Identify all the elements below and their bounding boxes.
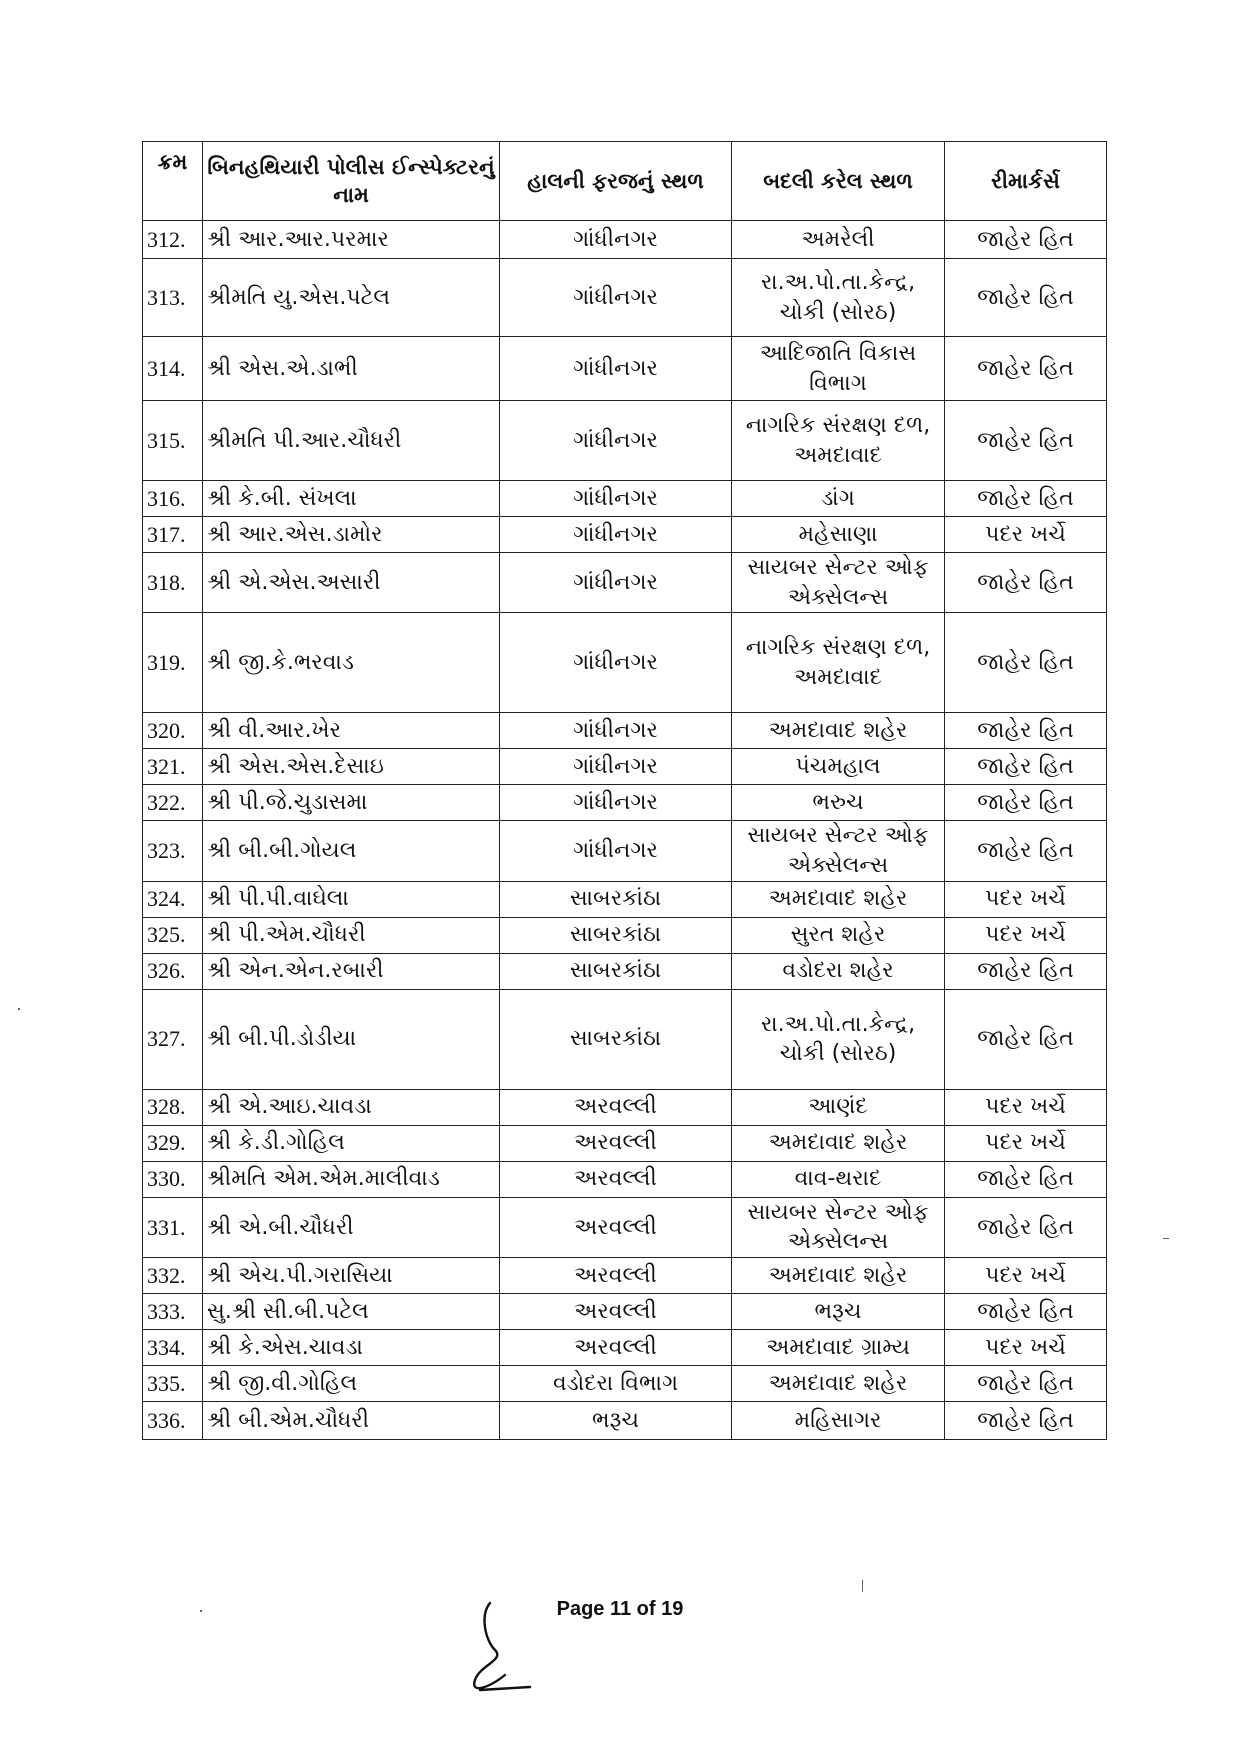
current-posting-cell: ગાંધીનગર: [500, 221, 732, 259]
transfer-location-cell: નાગરિક સંરક્ષણ દળ, અમદાવાદ: [732, 401, 945, 481]
transfer-location-cell: નાગરિક સંરક્ષણ દળ, અમદાવાદ: [732, 613, 945, 713]
current-posting-cell: ભરૂચ: [500, 1402, 732, 1440]
remarks-cell: જાહેર હિત: [945, 749, 1107, 785]
remarks-cell: જાહેર હિત: [945, 337, 1107, 401]
serial-no-cell: 317.: [143, 517, 203, 553]
remarks-cell: પદર ખર્ચે: [945, 517, 1107, 553]
remarks-cell: પદર ખર્ચે: [945, 1330, 1107, 1366]
remarks-cell: જાહેર હિત: [945, 1161, 1107, 1197]
table-row: [143, 481, 1107, 517]
remarks-cell: જાહેર હિત: [945, 613, 1107, 713]
transfer-location-cell: અમદાવાદ ગ્રામ્ય: [732, 1330, 945, 1366]
serial-no-cell: 334.: [143, 1330, 203, 1366]
header-remarks: રીમાર્કર્સ: [945, 142, 1107, 221]
transfer-location-cell: આણંદ: [732, 1089, 945, 1125]
serial-no-cell: 326.: [143, 953, 203, 989]
serial-no-cell: 319.: [143, 613, 203, 713]
scan-speck: [862, 1580, 863, 1592]
remarks-cell: પદર ખર્ચે: [945, 1125, 1107, 1161]
current-posting-cell: ગાંધીનગર: [500, 785, 732, 821]
header-row: [143, 142, 1107, 221]
remarks-cell: જાહેર હિત: [945, 553, 1107, 613]
table-row: [143, 613, 1107, 713]
transfer-location-cell: અમદાવાદ શહેર: [732, 1366, 945, 1402]
inspector-name-cell: શ્રી બી.બી.ગોયલ: [203, 821, 500, 881]
table-row: [143, 517, 1107, 553]
inspector-name-cell: શ્રીમતિ યુ.એસ.પટેલ: [203, 259, 500, 337]
remarks-cell: જાહેર હિત: [945, 1402, 1107, 1440]
table-row: [143, 1089, 1107, 1125]
table-row: [143, 989, 1107, 1089]
remarks-cell: જાહેર હિત: [945, 1294, 1107, 1330]
transfer-location-cell: ડાંગ: [732, 481, 945, 517]
transfer-location-cell: મહિસાગર: [732, 1402, 945, 1440]
current-posting-cell: ગાંધીનગર: [500, 517, 732, 553]
current-posting-cell: ગાંધીનગર: [500, 553, 732, 613]
inspector-name-cell: શ્રી કે.એસ.ચાવડા: [203, 1330, 500, 1366]
inspector-name-cell: શ્રીમતિ પી.આર.ચૌધરી: [203, 401, 500, 481]
serial-no-cell: 331.: [143, 1197, 203, 1257]
transfer-location-cell: રા.અ.પો.તા.કેન્દ્ર, ચોકી (સોરઠ): [732, 259, 945, 337]
page-number: Page 11 of 19: [556, 1598, 684, 1620]
transfer-location-cell: રા.અ.પો.તા.કેન્દ્ર, ચોકી (સોરઠ): [732, 989, 945, 1089]
current-posting-cell: સાબરકાંઠા: [500, 881, 732, 917]
inspector-name-cell: શ્રી એચ.પી.ગરાસિયા: [203, 1258, 500, 1294]
serial-no-cell: 321.: [143, 749, 203, 785]
current-posting-cell: ગાંધીનગર: [500, 259, 732, 337]
current-posting-cell: અરવલ્લી: [500, 1089, 732, 1125]
remarks-cell: જાહેર હિત: [945, 481, 1107, 517]
transfer-location-cell: વાવ-થરાદ: [732, 1161, 945, 1197]
current-posting-cell: સાબરકાંઠા: [500, 917, 732, 953]
transfer-location-cell: અમદાવાદ શહેર: [732, 881, 945, 917]
inspector-name-cell: શ્રી એ.બી.ચૌધરી: [203, 1197, 500, 1257]
current-posting-cell: અરવલ્લી: [500, 1161, 732, 1197]
inspector-name-cell: શ્રી એ.એસ.અસારી: [203, 553, 500, 613]
table-row: [143, 259, 1107, 337]
current-posting-cell: અરવલ્લી: [500, 1258, 732, 1294]
current-posting-cell: ગાંધીનગર: [500, 481, 732, 517]
header-inspector-name: બિનહથિયારી પોલીસ ઈન્સ્પેક્ટરનું નામ: [203, 142, 500, 221]
table-row: [143, 221, 1107, 259]
table-row: [143, 749, 1107, 785]
transfer-location-cell: અમદાવાદ શહેર: [732, 713, 945, 749]
transfer-location-cell: સાયબર સેન્ટર ઓફ એક્સેલન્સ: [732, 821, 945, 881]
transfer-location-cell: સાયબર સેન્ટર ઓફ એક્સેલન્સ: [732, 1197, 945, 1257]
transfer-location-cell: અમદાવાદ શહેર: [732, 1125, 945, 1161]
inspector-name-cell: શ્રી એન.એન.રબારી: [203, 953, 500, 989]
inspector-name-cell: શ્રી જી.વી.ગોહિલ: [203, 1366, 500, 1402]
serial-no-cell: 315.: [143, 401, 203, 481]
table-row: [143, 1258, 1107, 1294]
serial-no-cell: 312.: [143, 221, 203, 259]
current-posting-cell: ગાંધીનગર: [500, 749, 732, 785]
serial-no-cell: 318.: [143, 553, 203, 613]
inspector-name-cell: શ્રી આર.એસ.ડામોર: [203, 517, 500, 553]
serial-no-cell: 328.: [143, 1089, 203, 1125]
table-row: [143, 1294, 1107, 1330]
header-serial-no: ક્રમ: [143, 142, 203, 221]
current-posting-cell: ગાંધીનગર: [500, 713, 732, 749]
remarks-cell: જાહેર હિત: [945, 953, 1107, 989]
serial-no-cell: 314.: [143, 337, 203, 401]
serial-no-cell: 335.: [143, 1366, 203, 1402]
table-row: [143, 713, 1107, 749]
inspector-name-cell: શ્રી એ.આઇ.ચાવડા: [203, 1089, 500, 1125]
table-row: [143, 1330, 1107, 1366]
current-posting-cell: ગાંધીનગર: [500, 337, 732, 401]
remarks-cell: જાહેર હિત: [945, 989, 1107, 1089]
scan-speck: [1163, 1238, 1169, 1239]
inspector-name-cell: શ્રી જી.કે.ભરવાડ: [203, 613, 500, 713]
table-row: [143, 553, 1107, 613]
remarks-cell: જાહેર હિત: [945, 713, 1107, 749]
remarks-cell: પદર ખર્ચે: [945, 1258, 1107, 1294]
transfer-location-cell: આદિજાતિ વિકાસ વિભાગ: [732, 337, 945, 401]
serial-no-cell: 336.: [143, 1402, 203, 1440]
remarks-cell: જાહેર હિત: [945, 259, 1107, 337]
serial-no-cell: 332.: [143, 1258, 203, 1294]
serial-no-cell: 322.: [143, 785, 203, 821]
table-body: [143, 221, 1107, 1440]
remarks-cell: જાહેર હિત: [945, 1197, 1107, 1257]
current-posting-cell: ગાંધીનગર: [500, 821, 732, 881]
inspector-name-cell: શ્રી પી.જે.ચુડાસમા: [203, 785, 500, 821]
remarks-cell: જાહેર હિત: [945, 785, 1107, 821]
remarks-cell: જાહેર હિત: [945, 821, 1107, 881]
remarks-cell: પદર ખર્ચે: [945, 1089, 1107, 1125]
transfer-location-cell: સુરત શહેર: [732, 917, 945, 953]
table-row: [143, 881, 1107, 917]
inspector-name-cell: શ્રી એસ.એસ.દેસાઇ: [203, 749, 500, 785]
inspector-name-cell: શ્રી બી.પી.ડોડીયા: [203, 989, 500, 1089]
table-row: [143, 917, 1107, 953]
transfer-location-cell: ભરુચ: [732, 785, 945, 821]
table-row: [143, 821, 1107, 881]
serial-no-cell: 324.: [143, 881, 203, 917]
serial-no-cell: 330.: [143, 1161, 203, 1197]
remarks-cell: પદર ખર્ચે: [945, 917, 1107, 953]
current-posting-cell: સાબરકાંઠા: [500, 989, 732, 1089]
serial-no-cell: 329.: [143, 1125, 203, 1161]
serial-no-cell: 316.: [143, 481, 203, 517]
transfer-table: [142, 141, 1107, 1440]
serial-no-cell: 325.: [143, 917, 203, 953]
table-row: [143, 1402, 1107, 1440]
table-row: [143, 1366, 1107, 1402]
transfer-location-cell: વડોદરા શહેર: [732, 953, 945, 989]
current-posting-cell: અરવલ્લી: [500, 1330, 732, 1366]
table-row: [143, 1197, 1107, 1257]
transfer-location-cell: પંચમહાલ: [732, 749, 945, 785]
current-posting-cell: સાબરકાંઠા: [500, 953, 732, 989]
inspector-name-cell: શ્રીમતિ એમ.એમ.માલીવાડ: [203, 1161, 500, 1197]
current-posting-cell: અરવલ્લી: [500, 1125, 732, 1161]
remarks-cell: જાહેર હિત: [945, 1366, 1107, 1402]
remarks-cell: પદર ખર્ચે: [945, 881, 1107, 917]
table-row: [143, 785, 1107, 821]
serial-no-cell: 327.: [143, 989, 203, 1089]
current-posting-cell: ગાંધીનગર: [500, 401, 732, 481]
serial-no-cell: 313.: [143, 259, 203, 337]
transfer-location-cell: અમરેલી: [732, 221, 945, 259]
current-posting-cell: અરવલ્લી: [500, 1197, 732, 1257]
table-row: [143, 953, 1107, 989]
scan-speck: [18, 1008, 20, 1010]
inspector-name-cell: શ્રી પી.એમ.ચૌધરી: [203, 917, 500, 953]
remarks-cell: જાહેર હિત: [945, 221, 1107, 259]
current-posting-cell: વડોદરા વિભાગ: [500, 1366, 732, 1402]
header-transfer-location: બદલી કરેલ સ્થળ: [732, 142, 945, 221]
remarks-cell: જાહેર હિત: [945, 401, 1107, 481]
transfer-location-cell: અમદાવાદ શહેર: [732, 1258, 945, 1294]
serial-no-cell: 333.: [143, 1294, 203, 1330]
transfer-location-cell: ભરૂચ: [732, 1294, 945, 1330]
transfer-location-cell: મહેસાણા: [732, 517, 945, 553]
table-row: [143, 1125, 1107, 1161]
table-row: [143, 337, 1107, 401]
header-current-posting: હાલની ફરજનું સ્થળ: [500, 142, 732, 221]
current-posting-cell: અરવલ્લી: [500, 1294, 732, 1330]
signature-mark: [460, 1595, 540, 1705]
inspector-name-cell: શ્રી બી.એમ.ચૌધરી: [203, 1402, 500, 1440]
inspector-name-cell: શ્રી કે.બી. સંખલા: [203, 481, 500, 517]
inspector-name-cell: શ્રી વી.આર.ખેર: [203, 713, 500, 749]
inspector-name-cell: સુ.શ્રી સી.બી.પટેલ: [203, 1294, 500, 1330]
current-posting-cell: ગાંધીનગર: [500, 613, 732, 713]
serial-no-cell: 323.: [143, 821, 203, 881]
serial-no-cell: 320.: [143, 713, 203, 749]
inspector-name-cell: શ્રી કે.ડી.ગોહિલ: [203, 1125, 500, 1161]
scan-speck: [200, 1610, 202, 1612]
inspector-name-cell: શ્રી આર.આર.પરમાર: [203, 221, 500, 259]
table-row: [143, 401, 1107, 481]
transfer-location-cell: સાયબર સેન્ટર ઓફ એક્સેલન્સ: [732, 553, 945, 613]
table-row: [143, 1161, 1107, 1197]
inspector-name-cell: શ્રી પી.પી.વાઘેલા: [203, 881, 500, 917]
inspector-name-cell: શ્રી એસ.એ.ડાભી: [203, 337, 500, 401]
